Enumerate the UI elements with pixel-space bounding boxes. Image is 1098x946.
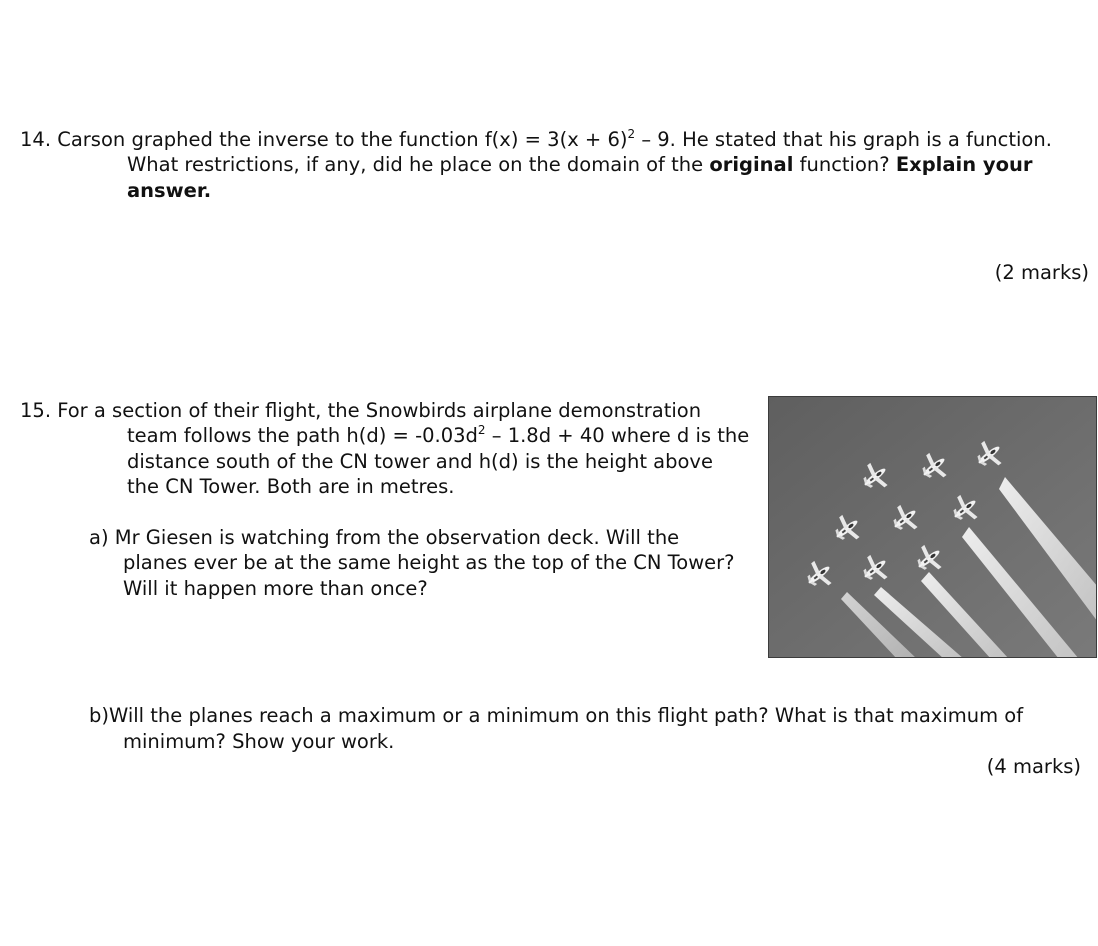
q15-part-a-line1: a) Mr Giesen is watching from the observation deck. Will the (89, 526, 680, 549)
q15-intro-line4: the CN Tower. Both are in metres. (127, 475, 455, 498)
q15-marks: (4 marks) (986, 755, 1081, 778)
q14-marks: (2 marks) (994, 261, 1089, 284)
q15-part-a-line2: planes ever be at the same height as the top of the CN Tower? (123, 551, 735, 574)
q15-intro-line1 (20, 398, 701, 424)
q14-line2 (127, 152, 1032, 178)
q14-line1 (20, 127, 1052, 153)
q14-text-1b: – 9. He stated that his graph is a function. (635, 128, 1052, 151)
formation-illustration (769, 397, 1097, 658)
q15-intro-line3: distance south of the CN tower and h(d) is the height above (127, 450, 713, 473)
q14-text-2b: function? (793, 153, 896, 176)
q14-line3 (127, 178, 211, 204)
q15-intro-line2 (127, 423, 749, 449)
q15-part-b-line2: minimum? Show your work. (123, 730, 395, 753)
q15-intro-text-2a: team follows the path h(d) = -0.03d (127, 424, 478, 447)
q14-exponent: 2 (627, 127, 636, 141)
q14-text-2a: What restrictions, if any, did he place on the domain of the (127, 153, 710, 176)
q15-intro-text-2b: – 1.8d + 40 where d is the (485, 424, 750, 447)
q14-number: 14. (20, 128, 52, 151)
q15-intro-text-1: For a section of their flight, the Snowbirds airplane demonstration (57, 399, 702, 422)
q15-part-a-line3: Will it happen more than once? (123, 577, 428, 600)
q14-bold-explain: Explain your (895, 153, 1033, 176)
q14-bold-original: original (709, 153, 794, 176)
q14-text-1a: Carson graphed the inverse to the function f(x) = 3(x + 6) (57, 128, 628, 151)
q15-number: 15. (20, 399, 52, 422)
q15-part-b-line1: b)Will the planes reach a maximum or a minimum on this flight path? What is that maximum of (89, 704, 1024, 727)
q15-exponent: 2 (477, 423, 486, 437)
snowbirds-formation-photo (768, 396, 1097, 658)
sky-background (769, 397, 1097, 658)
q14-bold-answer: answer. (127, 179, 212, 202)
